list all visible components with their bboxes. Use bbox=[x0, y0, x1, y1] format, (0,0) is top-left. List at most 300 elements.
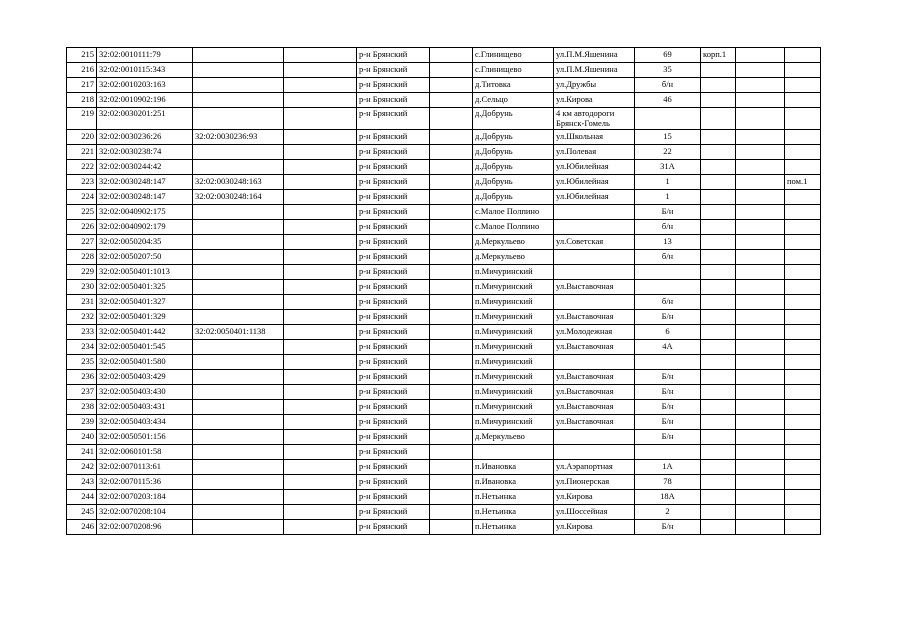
row-number-cell: 243 bbox=[67, 475, 97, 490]
table-body bbox=[67, 48, 821, 535]
district-cell: р-н Брянский bbox=[357, 160, 430, 175]
street-cell: ул.Юбилейная bbox=[554, 160, 635, 175]
building-cell bbox=[701, 145, 736, 160]
empty-cell bbox=[736, 325, 785, 340]
table-row bbox=[67, 78, 821, 93]
table-row bbox=[67, 63, 821, 78]
street-cell: ул.П.М.Яшенина bbox=[554, 48, 635, 63]
empty-cell bbox=[284, 520, 357, 535]
building-cell bbox=[701, 505, 736, 520]
house-number-cell: 31А bbox=[635, 160, 701, 175]
empty-cell bbox=[430, 160, 473, 175]
room-cell: пом.1 bbox=[785, 175, 821, 190]
row-number-cell: 232 bbox=[67, 310, 97, 325]
row-number-cell: 235 bbox=[67, 355, 97, 370]
empty-cell bbox=[284, 445, 357, 460]
property-register-table bbox=[66, 47, 821, 535]
room-cell bbox=[785, 310, 821, 325]
settlement-cell: п.Мичуринский bbox=[473, 265, 554, 280]
building-cell bbox=[701, 108, 736, 130]
row-number-cell: 240 bbox=[67, 430, 97, 445]
building-cell bbox=[701, 250, 736, 265]
district-cell: р-н Брянский bbox=[357, 250, 430, 265]
cadastral-number-cell: 32:02:0070115:36 bbox=[97, 475, 193, 490]
empty-cell bbox=[284, 235, 357, 250]
empty-cell bbox=[430, 205, 473, 220]
street-cell: ул.Полевая bbox=[554, 145, 635, 160]
district-cell: р-н Брянский bbox=[357, 190, 430, 205]
table-row bbox=[67, 325, 821, 340]
street-cell bbox=[554, 295, 635, 310]
empty-cell bbox=[736, 505, 785, 520]
table-row bbox=[67, 460, 821, 475]
related-cadastral-number-cell bbox=[193, 520, 284, 535]
empty-cell bbox=[736, 295, 785, 310]
room-cell bbox=[785, 415, 821, 430]
empty-cell bbox=[430, 265, 473, 280]
house-number-cell bbox=[635, 445, 701, 460]
empty-cell bbox=[430, 430, 473, 445]
related-cadastral-number-cell bbox=[193, 93, 284, 108]
street-cell bbox=[554, 355, 635, 370]
room-cell bbox=[785, 280, 821, 295]
table-row bbox=[67, 108, 821, 130]
table-row bbox=[67, 160, 821, 175]
room-cell bbox=[785, 265, 821, 280]
cadastral-number-cell: 32:02:0070208:96 bbox=[97, 520, 193, 535]
empty-cell bbox=[284, 190, 357, 205]
house-number-cell: Б/н bbox=[635, 400, 701, 415]
row-number-cell: 218 bbox=[67, 93, 97, 108]
district-cell: р-н Брянский bbox=[357, 475, 430, 490]
street-cell: ул.Выставочная bbox=[554, 280, 635, 295]
row-number-cell: 225 bbox=[67, 205, 97, 220]
building-cell bbox=[701, 400, 736, 415]
row-number-cell: 236 bbox=[67, 370, 97, 385]
room-cell bbox=[785, 250, 821, 265]
building-cell bbox=[701, 355, 736, 370]
empty-cell bbox=[430, 93, 473, 108]
settlement-cell: п.Мичуринский bbox=[473, 355, 554, 370]
building-cell bbox=[701, 325, 736, 340]
district-cell: р-н Брянский bbox=[357, 445, 430, 460]
house-number-cell: 4А bbox=[635, 340, 701, 355]
building-cell bbox=[701, 310, 736, 325]
table-row bbox=[67, 310, 821, 325]
table-row bbox=[67, 505, 821, 520]
table-row bbox=[67, 370, 821, 385]
settlement-cell: с.Малое Полпино bbox=[473, 205, 554, 220]
empty-cell bbox=[284, 160, 357, 175]
cadastral-number-cell: 32:02:0050403:429 bbox=[97, 370, 193, 385]
settlement-cell bbox=[473, 445, 554, 460]
table-row bbox=[67, 235, 821, 250]
district-cell: р-н Брянский bbox=[357, 430, 430, 445]
related-cadastral-number-cell bbox=[193, 415, 284, 430]
room-cell bbox=[785, 93, 821, 108]
empty-cell bbox=[736, 93, 785, 108]
room-cell bbox=[785, 370, 821, 385]
street-cell: ул.Выставочная bbox=[554, 310, 635, 325]
house-number-cell bbox=[635, 265, 701, 280]
street-cell: ул.Кирова bbox=[554, 520, 635, 535]
district-cell: р-н Брянский bbox=[357, 340, 430, 355]
district-cell: р-н Брянский bbox=[357, 490, 430, 505]
settlement-cell: п.Мичуринский bbox=[473, 370, 554, 385]
building-cell: корп.1 bbox=[701, 48, 736, 63]
empty-cell bbox=[430, 145, 473, 160]
table-row bbox=[67, 220, 821, 235]
empty-cell bbox=[736, 490, 785, 505]
table-row bbox=[67, 295, 821, 310]
house-number-cell: Б/н bbox=[635, 520, 701, 535]
room-cell bbox=[785, 108, 821, 130]
house-number-cell: б/н bbox=[635, 250, 701, 265]
room-cell bbox=[785, 78, 821, 93]
district-cell: р-н Брянский bbox=[357, 48, 430, 63]
district-cell: р-н Брянский bbox=[357, 325, 430, 340]
table-row bbox=[67, 280, 821, 295]
empty-cell bbox=[284, 460, 357, 475]
empty-cell bbox=[736, 250, 785, 265]
building-cell bbox=[701, 235, 736, 250]
row-number-cell: 222 bbox=[67, 160, 97, 175]
related-cadastral-number-cell bbox=[193, 460, 284, 475]
room-cell bbox=[785, 340, 821, 355]
empty-cell bbox=[284, 220, 357, 235]
cadastral-number-cell: 32:02:0030236:26 bbox=[97, 130, 193, 145]
empty-cell bbox=[430, 235, 473, 250]
empty-cell bbox=[284, 490, 357, 505]
related-cadastral-number-cell: 32:02:0030248:163 bbox=[193, 175, 284, 190]
house-number-cell: 18А bbox=[635, 490, 701, 505]
empty-cell bbox=[284, 175, 357, 190]
empty-cell bbox=[736, 63, 785, 78]
room-cell bbox=[785, 460, 821, 475]
settlement-cell: п.Мичуринский bbox=[473, 280, 554, 295]
room-cell bbox=[785, 505, 821, 520]
cadastral-number-cell: 32:02:0050403:430 bbox=[97, 385, 193, 400]
empty-cell bbox=[284, 145, 357, 160]
empty-cell bbox=[736, 130, 785, 145]
settlement-cell: д.Добрунь bbox=[473, 190, 554, 205]
street-cell: ул.Пионерская bbox=[554, 475, 635, 490]
empty-cell bbox=[736, 310, 785, 325]
house-number-cell: 46 bbox=[635, 93, 701, 108]
empty-cell bbox=[284, 340, 357, 355]
related-cadastral-number-cell bbox=[193, 490, 284, 505]
settlement-cell: д.Сельцо bbox=[473, 93, 554, 108]
cadastral-number-cell: 32:02:0050401:329 bbox=[97, 310, 193, 325]
row-number-cell: 246 bbox=[67, 520, 97, 535]
district-cell: р-н Брянский bbox=[357, 108, 430, 130]
cadastral-number-cell: 32:02:0060101:58 bbox=[97, 445, 193, 460]
empty-cell bbox=[284, 325, 357, 340]
building-cell bbox=[701, 130, 736, 145]
settlement-cell: д.Добрунь bbox=[473, 145, 554, 160]
empty-cell bbox=[284, 295, 357, 310]
related-cadastral-number-cell bbox=[193, 78, 284, 93]
district-cell: р-н Брянский bbox=[357, 78, 430, 93]
empty-cell bbox=[430, 190, 473, 205]
street-cell: ул.П.М.Яшенина bbox=[554, 63, 635, 78]
district-cell: р-н Брянский bbox=[357, 235, 430, 250]
settlement-cell: п.Мичуринский bbox=[473, 310, 554, 325]
empty-cell bbox=[736, 370, 785, 385]
cadastral-number-cell: 32:02:0050401:325 bbox=[97, 280, 193, 295]
empty-cell bbox=[284, 205, 357, 220]
empty-cell bbox=[284, 63, 357, 78]
empty-cell bbox=[430, 400, 473, 415]
cadastral-number-cell: 32:02:0010902:196 bbox=[97, 93, 193, 108]
building-cell bbox=[701, 63, 736, 78]
settlement-cell: д.Добрунь bbox=[473, 130, 554, 145]
row-number-cell: 230 bbox=[67, 280, 97, 295]
house-number-cell: 69 bbox=[635, 48, 701, 63]
cadastral-number-cell: 32:02:0050401:1013 bbox=[97, 265, 193, 280]
street-cell: 4 км автодороги Брянск-Гомель bbox=[554, 108, 635, 130]
building-cell bbox=[701, 370, 736, 385]
settlement-cell: п.Мичуринский bbox=[473, 400, 554, 415]
empty-cell bbox=[284, 370, 357, 385]
house-number-cell: б/н bbox=[635, 295, 701, 310]
district-cell: р-н Брянский bbox=[357, 505, 430, 520]
row-number-cell: 233 bbox=[67, 325, 97, 340]
empty-cell bbox=[284, 78, 357, 93]
street-cell bbox=[554, 205, 635, 220]
settlement-cell: с.Глинищево bbox=[473, 63, 554, 78]
row-number-cell: 217 bbox=[67, 78, 97, 93]
table-row bbox=[67, 145, 821, 160]
related-cadastral-number-cell bbox=[193, 265, 284, 280]
table-row bbox=[67, 400, 821, 415]
street-cell: ул.Шоссейная bbox=[554, 505, 635, 520]
district-cell: р-н Брянский bbox=[357, 520, 430, 535]
empty-cell bbox=[736, 78, 785, 93]
empty-cell bbox=[736, 235, 785, 250]
row-number-cell: 229 bbox=[67, 265, 97, 280]
empty-cell bbox=[736, 460, 785, 475]
room-cell bbox=[785, 205, 821, 220]
street-cell: ул.Выставочная bbox=[554, 400, 635, 415]
building-cell bbox=[701, 93, 736, 108]
cadastral-number-cell: 32:02:0040902:179 bbox=[97, 220, 193, 235]
district-cell: р-н Брянский bbox=[357, 175, 430, 190]
building-cell bbox=[701, 490, 736, 505]
table-row bbox=[67, 190, 821, 205]
row-number-cell: 239 bbox=[67, 415, 97, 430]
cadastral-number-cell: 32:02:0070203:184 bbox=[97, 490, 193, 505]
street-cell: ул.Выставочная bbox=[554, 370, 635, 385]
empty-cell bbox=[736, 205, 785, 220]
empty-cell bbox=[284, 505, 357, 520]
settlement-cell: д.Добрунь bbox=[473, 175, 554, 190]
house-number-cell bbox=[635, 108, 701, 130]
row-number-cell: 215 bbox=[67, 48, 97, 63]
table-row bbox=[67, 175, 821, 190]
empty-cell bbox=[284, 415, 357, 430]
house-number-cell: Б/н bbox=[635, 205, 701, 220]
settlement-cell: д.Меркульево bbox=[473, 235, 554, 250]
empty-cell bbox=[736, 445, 785, 460]
empty-cell bbox=[284, 48, 357, 63]
settlement-cell: д.Титовка bbox=[473, 78, 554, 93]
empty-cell bbox=[284, 250, 357, 265]
house-number-cell: 13 bbox=[635, 235, 701, 250]
empty-cell bbox=[430, 130, 473, 145]
table-row bbox=[67, 445, 821, 460]
table-row bbox=[67, 520, 821, 535]
empty-cell bbox=[736, 220, 785, 235]
building-cell bbox=[701, 460, 736, 475]
row-number-cell: 227 bbox=[67, 235, 97, 250]
empty-cell bbox=[736, 145, 785, 160]
building-cell bbox=[701, 340, 736, 355]
building-cell bbox=[701, 205, 736, 220]
empty-cell bbox=[430, 175, 473, 190]
row-number-cell: 228 bbox=[67, 250, 97, 265]
room-cell bbox=[785, 355, 821, 370]
house-number-cell bbox=[635, 280, 701, 295]
empty-cell bbox=[736, 265, 785, 280]
empty-cell bbox=[430, 48, 473, 63]
empty-cell bbox=[284, 475, 357, 490]
district-cell: р-н Брянский bbox=[357, 280, 430, 295]
house-number-cell: 15 bbox=[635, 130, 701, 145]
district-cell: р-н Брянский bbox=[357, 415, 430, 430]
empty-cell bbox=[430, 385, 473, 400]
building-cell bbox=[701, 295, 736, 310]
row-number-cell: 244 bbox=[67, 490, 97, 505]
settlement-cell: д.Добрунь bbox=[473, 108, 554, 130]
cadastral-number-cell: 32:02:0030238:74 bbox=[97, 145, 193, 160]
street-cell: ул.Выставочная bbox=[554, 385, 635, 400]
district-cell: р-н Брянский bbox=[357, 400, 430, 415]
house-number-cell: Б/н bbox=[635, 430, 701, 445]
table-row bbox=[67, 475, 821, 490]
settlement-cell: д.Меркульево bbox=[473, 430, 554, 445]
settlement-cell: п.Нетьинка bbox=[473, 505, 554, 520]
cadastral-number-cell: 32:02:0050207:50 bbox=[97, 250, 193, 265]
house-number-cell: 78 bbox=[635, 475, 701, 490]
related-cadastral-number-cell: 32:02:0030236:93 bbox=[193, 130, 284, 145]
district-cell: р-н Брянский bbox=[357, 220, 430, 235]
cadastral-number-cell: 32:02:0010115:343 bbox=[97, 63, 193, 78]
building-cell bbox=[701, 385, 736, 400]
related-cadastral-number-cell bbox=[193, 63, 284, 78]
cadastral-number-cell: 32:02:0050403:434 bbox=[97, 415, 193, 430]
settlement-cell: д.Меркульево bbox=[473, 250, 554, 265]
empty-cell bbox=[430, 63, 473, 78]
house-number-cell: Б/н bbox=[635, 415, 701, 430]
room-cell bbox=[785, 520, 821, 535]
row-number-cell: 221 bbox=[67, 145, 97, 160]
street-cell: ул.Советская bbox=[554, 235, 635, 250]
row-number-cell: 234 bbox=[67, 340, 97, 355]
empty-cell bbox=[736, 415, 785, 430]
building-cell bbox=[701, 265, 736, 280]
cadastral-number-cell: 32:02:0050204:35 bbox=[97, 235, 193, 250]
cadastral-number-cell: 32:02:0030248:147 bbox=[97, 190, 193, 205]
related-cadastral-number-cell bbox=[193, 145, 284, 160]
district-cell: р-н Брянский bbox=[357, 460, 430, 475]
street-cell: ул.Выставочная bbox=[554, 340, 635, 355]
cadastral-number-cell: 32:02:0030201:251 bbox=[97, 108, 193, 130]
house-number-cell: 6 bbox=[635, 325, 701, 340]
settlement-cell: п.Ивановка bbox=[473, 460, 554, 475]
row-number-cell: 226 bbox=[67, 220, 97, 235]
row-number-cell: 237 bbox=[67, 385, 97, 400]
empty-cell bbox=[284, 265, 357, 280]
room-cell bbox=[785, 235, 821, 250]
building-cell bbox=[701, 175, 736, 190]
empty-cell bbox=[736, 190, 785, 205]
room-cell bbox=[785, 445, 821, 460]
settlement-cell: п.Мичуринский bbox=[473, 295, 554, 310]
house-number-cell: 2 bbox=[635, 505, 701, 520]
row-number-cell: 245 bbox=[67, 505, 97, 520]
cadastral-number-cell: 32:02:0030248:147 bbox=[97, 175, 193, 190]
row-number-cell: 223 bbox=[67, 175, 97, 190]
related-cadastral-number-cell bbox=[193, 205, 284, 220]
table-row bbox=[67, 265, 821, 280]
table-row bbox=[67, 205, 821, 220]
street-cell bbox=[554, 250, 635, 265]
room-cell bbox=[785, 475, 821, 490]
table-row bbox=[67, 415, 821, 430]
cadastral-number-cell: 32:02:0050401:442 bbox=[97, 325, 193, 340]
street-cell: ул.Школьная bbox=[554, 130, 635, 145]
empty-cell bbox=[284, 93, 357, 108]
related-cadastral-number-cell: 32:02:0030248:164 bbox=[193, 190, 284, 205]
row-number-cell: 231 bbox=[67, 295, 97, 310]
room-cell bbox=[785, 63, 821, 78]
table-row bbox=[67, 48, 821, 63]
empty-cell bbox=[736, 108, 785, 130]
row-number-cell: 224 bbox=[67, 190, 97, 205]
cadastral-number-cell: 32:02:0070208:104 bbox=[97, 505, 193, 520]
empty-cell bbox=[430, 370, 473, 385]
empty-cell bbox=[430, 460, 473, 475]
settlement-cell: д.Добрунь bbox=[473, 160, 554, 175]
settlement-cell: п.Мичуринский bbox=[473, 325, 554, 340]
house-number-cell: б/н bbox=[635, 220, 701, 235]
empty-cell bbox=[284, 400, 357, 415]
district-cell: р-н Брянский bbox=[357, 205, 430, 220]
building-cell bbox=[701, 220, 736, 235]
street-cell bbox=[554, 265, 635, 280]
empty-cell bbox=[430, 415, 473, 430]
room-cell bbox=[785, 145, 821, 160]
room-cell bbox=[785, 325, 821, 340]
room-cell bbox=[785, 160, 821, 175]
cadastral-number-cell: 32:02:0070113:61 bbox=[97, 460, 193, 475]
room-cell bbox=[785, 190, 821, 205]
street-cell: ул.Кирова bbox=[554, 490, 635, 505]
related-cadastral-number-cell bbox=[193, 295, 284, 310]
cadastral-number-cell: 32:02:0050401:545 bbox=[97, 340, 193, 355]
house-number-cell: 1 bbox=[635, 175, 701, 190]
cadastral-number-cell: 32:02:0050401:580 bbox=[97, 355, 193, 370]
empty-cell bbox=[284, 108, 357, 130]
empty-cell bbox=[430, 505, 473, 520]
street-cell bbox=[554, 430, 635, 445]
empty-cell bbox=[430, 340, 473, 355]
district-cell: р-н Брянский bbox=[357, 295, 430, 310]
empty-cell bbox=[430, 445, 473, 460]
district-cell: р-н Брянский bbox=[357, 355, 430, 370]
settlement-cell: п.Ивановка bbox=[473, 475, 554, 490]
